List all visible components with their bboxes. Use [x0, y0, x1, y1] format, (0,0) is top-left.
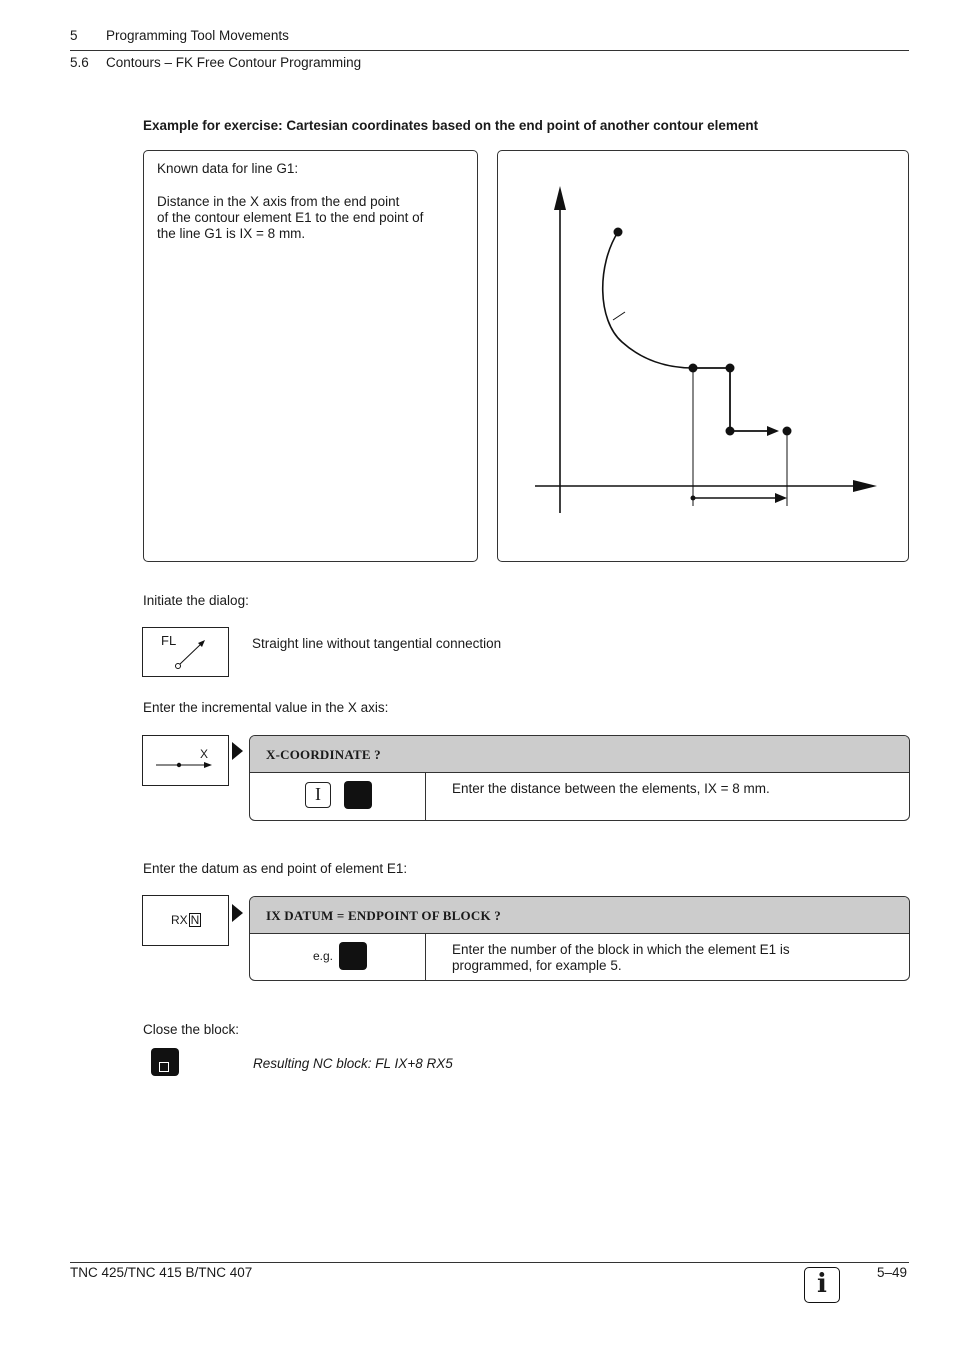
incremental-label: Enter the incremental value in the X axis:	[143, 700, 389, 715]
chapter-title: Programming Tool Movements	[106, 28, 289, 43]
example-title: Example for exercise: Cartesian coordinates based on the end point of another contour element	[143, 118, 759, 133]
section-number: 5.6	[70, 55, 89, 70]
ix-distance-arrow	[775, 493, 787, 503]
incremental-i-key[interactable]: I	[305, 782, 331, 808]
x-dialog-text: Enter the distance between the elements, IX = 8 mm.	[452, 781, 770, 796]
ix-dialog-title: IX DATUM = ENDPOINT OF BLOCK ?	[266, 908, 501, 923]
arc-tick	[613, 312, 625, 320]
fl-key-label: FL	[161, 633, 177, 648]
point	[783, 427, 792, 436]
x-axis-arrow	[853, 480, 877, 492]
contour-diagram-box	[497, 150, 909, 562]
y-axis-arrow	[554, 186, 566, 210]
block-number-key[interactable]	[339, 942, 367, 970]
close-label: Close the block:	[143, 1022, 240, 1037]
x-dialog-title: X-COORDINATE ?	[266, 747, 381, 762]
ix-dialog-divider	[425, 933, 426, 980]
end-square-icon	[159, 1062, 169, 1072]
ix-dialog-header	[250, 897, 909, 934]
known-data-line: of the contour element E1 to the end point of	[157, 210, 424, 225]
known-data-line: the line G1 is IX = 8 mm.	[157, 226, 306, 241]
ix-dialog-line: Enter the number of the block in which the element E1 is	[452, 942, 790, 957]
footer-models: TNC 425/TNC 415 B/TNC 407	[70, 1265, 253, 1280]
contour-diagram	[497, 150, 909, 562]
datum-label: Enter the datum as end point of element E1:	[143, 861, 408, 876]
rx-datum-key[interactable]	[142, 895, 229, 946]
fl-line-icon	[142, 627, 229, 677]
pointer-arrow	[232, 904, 243, 922]
point	[726, 427, 735, 436]
rx-key-label	[171, 912, 201, 928]
known-data-line: Distance in the X axis from the end point	[157, 194, 400, 209]
chapter-number: 5	[70, 28, 78, 43]
info-icon	[804, 1267, 840, 1303]
pointer-arrow	[232, 742, 243, 760]
point	[726, 364, 735, 373]
ix-dialog-line: programmed, for example 5.	[452, 958, 622, 973]
page-number: 5–49	[877, 1265, 908, 1280]
ix-datum-dialog	[249, 896, 910, 981]
x-key-label: X	[200, 747, 209, 761]
known-data-label: Known data for line G1:	[157, 161, 299, 176]
line-g1-arrow	[767, 426, 779, 436]
known-data-box	[143, 150, 478, 562]
point	[614, 228, 623, 237]
x-coordinate-key[interactable]	[142, 735, 229, 786]
footer-rule	[70, 1262, 909, 1263]
rx-key-text: RX	[171, 913, 188, 927]
rx-key-suffix: N	[190, 913, 200, 927]
number-key[interactable]	[344, 781, 372, 809]
x-coordinate-dialog	[249, 735, 910, 821]
x-dialog-divider	[425, 772, 426, 820]
fl-key[interactable]	[142, 627, 229, 677]
arc-e1	[603, 232, 693, 368]
fl-description: Straight line without tangential connection	[252, 636, 502, 651]
x-dialog-header	[250, 736, 909, 773]
point	[691, 496, 696, 501]
x-line-icon	[142, 735, 229, 786]
header-rule	[70, 50, 909, 51]
point	[689, 364, 698, 373]
result-text: Resulting NC block: FL IX+8 RX5	[253, 1056, 453, 1071]
initiate-label: Initiate the dialog:	[143, 593, 249, 608]
section-title: Contours – FK Free Contour Programming	[106, 55, 362, 70]
eg-label: e.g.	[313, 949, 334, 963]
end-block-key[interactable]	[151, 1048, 179, 1076]
info-icon-letter: i	[817, 1269, 827, 1299]
